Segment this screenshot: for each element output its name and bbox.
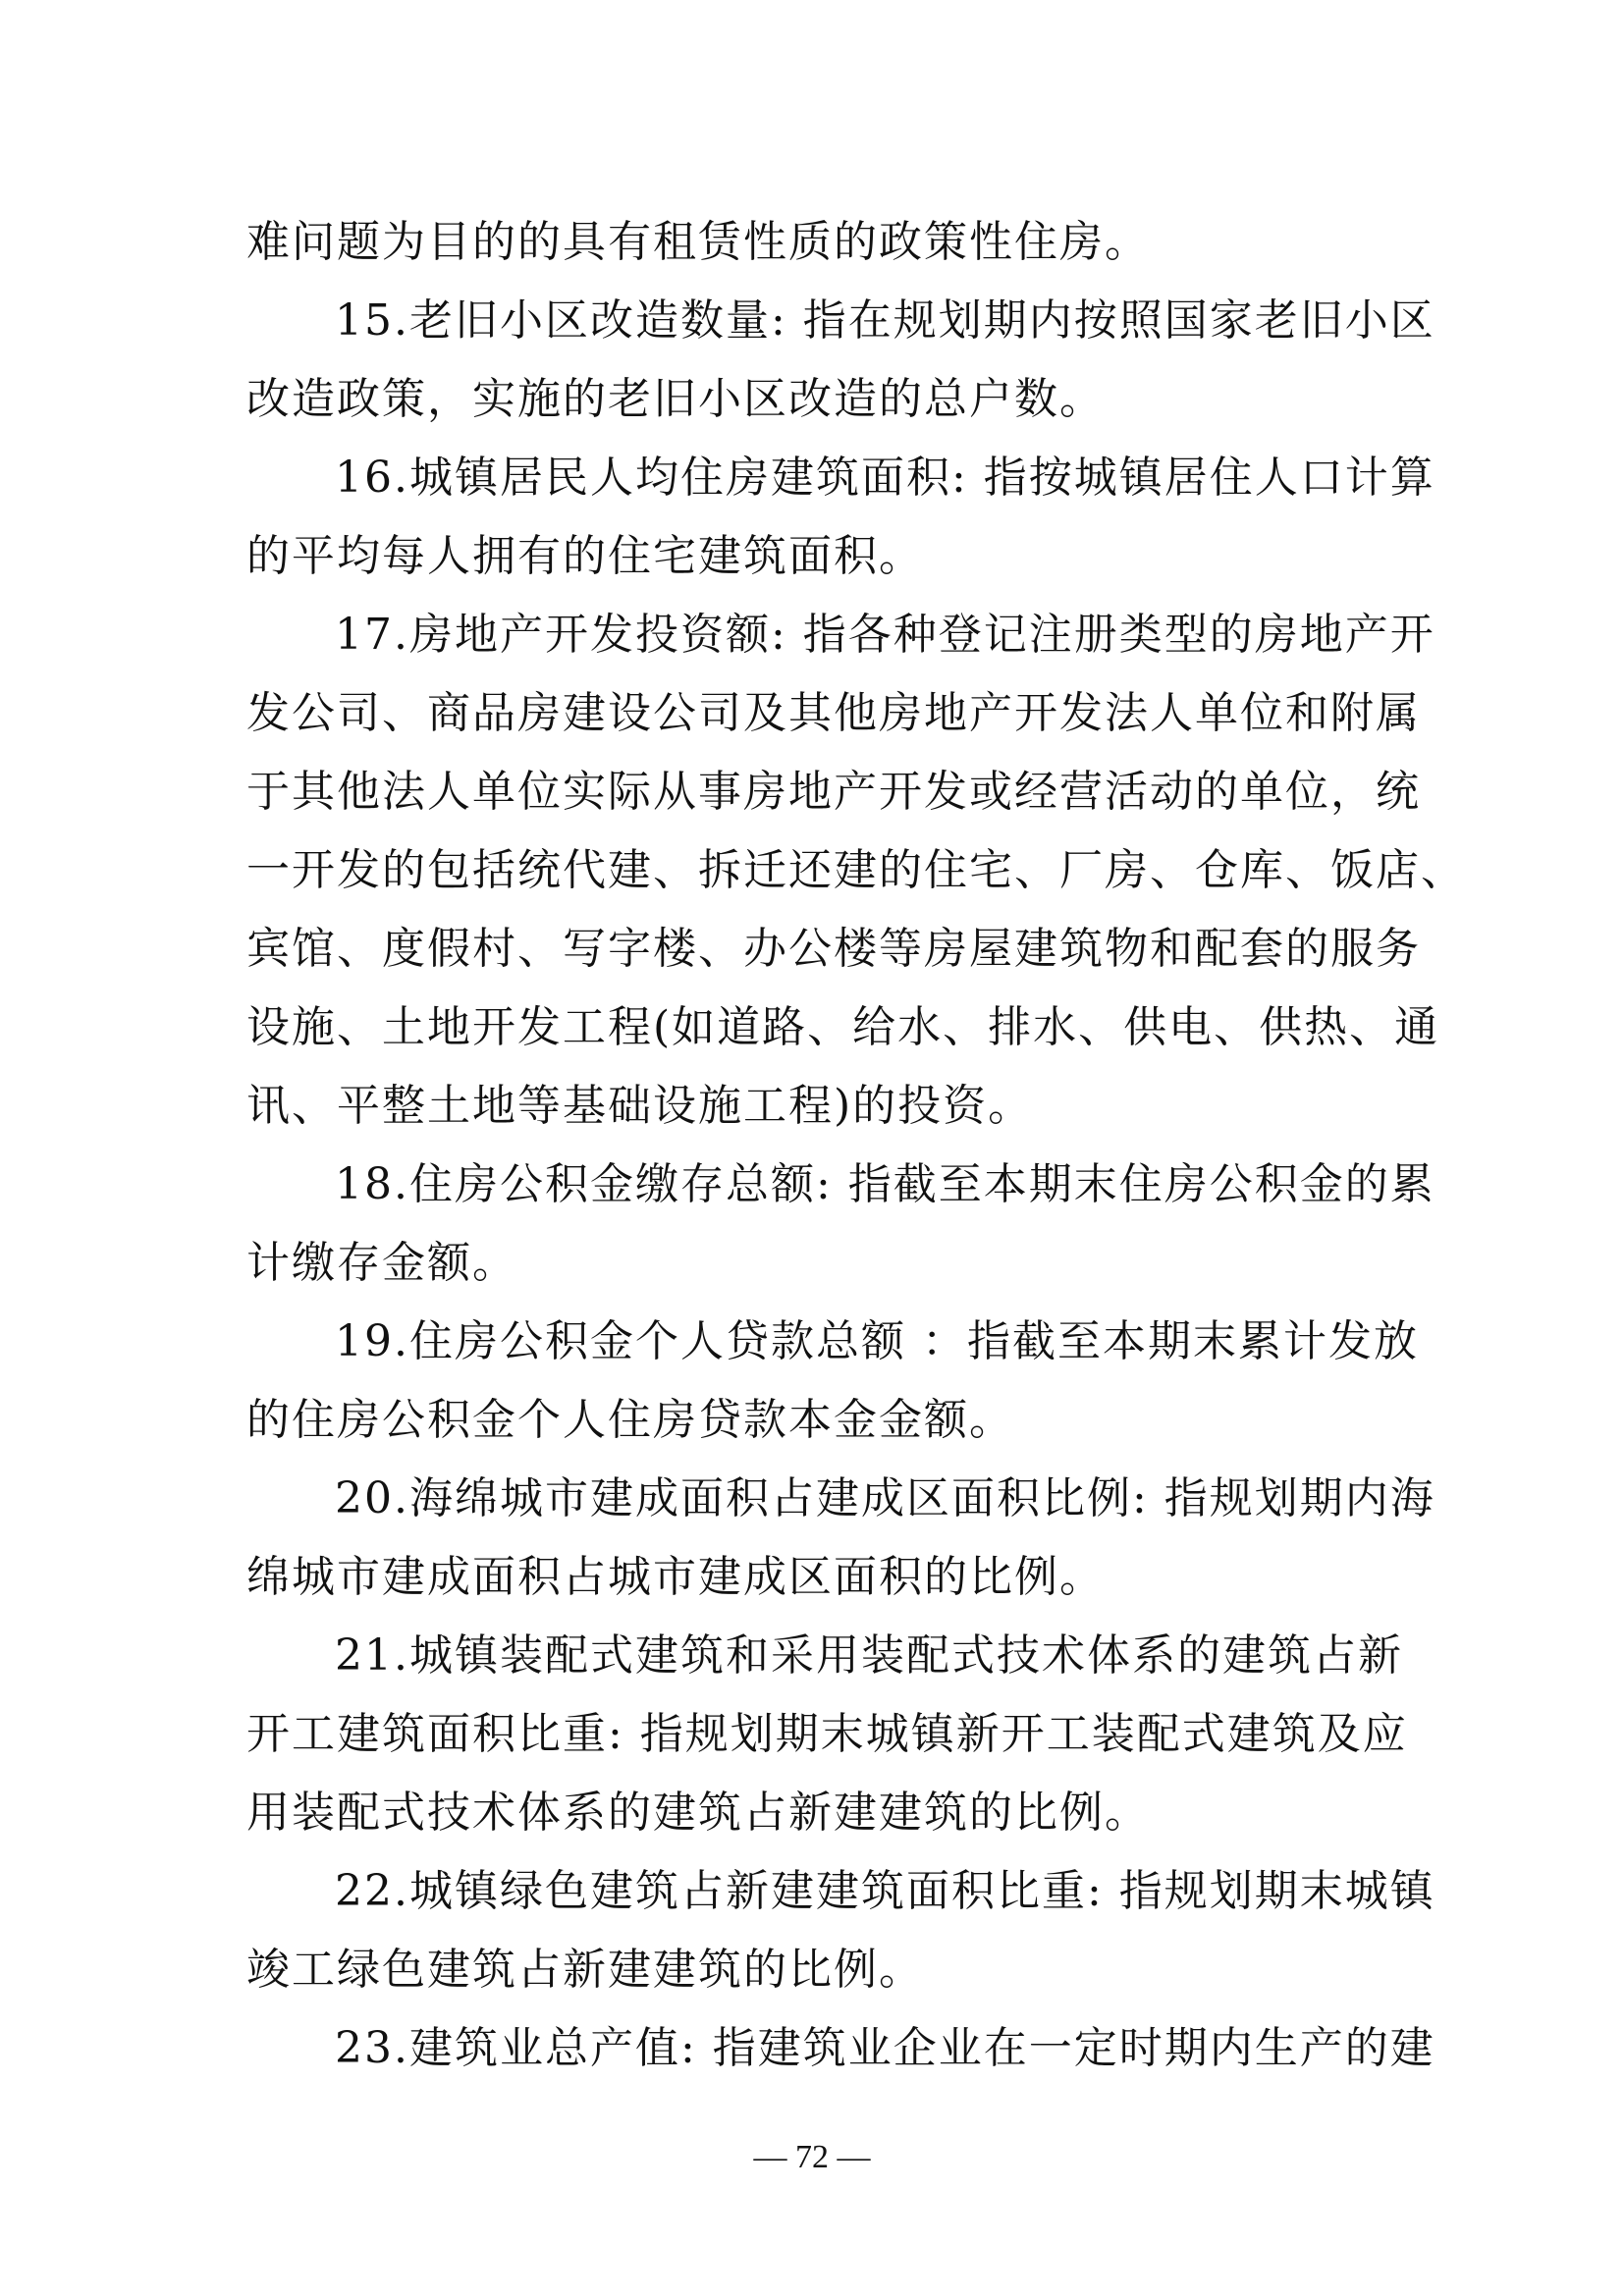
- text-line: 于其他法人单位实际从事房地产开发或经营活动的单位，统: [246, 767, 1421, 817]
- text-line: 难问题为目的的具有租赁性质的政策性住房。: [246, 217, 1150, 267]
- paragraph-16-first-line: 16.城镇居民人均住房建筑面积: 指按城镇居住人口计算: [335, 453, 1435, 503]
- paragraph-20-first-line: 20.海绵城市建成面积占建成区面积比例: 指规划期内海: [335, 1473, 1435, 1523]
- text-line: 一开发的包括统代建、拆迁还建的住宅、厂房、仓库、饭店、: [246, 845, 1466, 895]
- text-line: 开工建筑面积比重: 指规划期末城镇新开工装配式建筑及应: [246, 1709, 1408, 1759]
- text-line: 竣工绿色建筑占新建建筑的比例。: [246, 1945, 924, 1995]
- text-line: 的平均每人拥有的住宅建筑面积。: [246, 531, 924, 581]
- text-line: 用装配式技术体系的建筑占新建建筑的比例。: [246, 1788, 1150, 1838]
- text-line: 宾馆、度假村、写字楼、办公楼等房屋建筑物和配套的服务: [246, 924, 1421, 974]
- text-line: 计缴存金额。: [246, 1238, 517, 1288]
- page-number: — 72 —: [753, 2139, 871, 2175]
- paragraph-19-first-line: 19.住房公积金个人贷款总额 ：指截至本期末累计发放: [335, 1316, 1419, 1366]
- text-line: 讯、平整土地等基础设施工程)的投资。: [246, 1081, 1034, 1131]
- paragraph-22-first-line: 22.城镇绿色建筑占新建建筑面积比重: 指规划期末城镇: [335, 1866, 1435, 1916]
- text-line: 绵城市建成面积占城市建成区面积的比例。: [246, 1552, 1105, 1602]
- paragraph-15-first-line: 15.老旧小区改造数量: 指在规划期内按照国家老旧小区: [335, 295, 1435, 346]
- text-line: 改造政策，实施的老旧小区改造的总户数。: [246, 374, 1105, 424]
- paragraph-21-first-line: 21.城镇装配式建筑和采用装配式技术体系的建筑占新: [335, 1630, 1403, 1681]
- text-line: 的住房公积金个人住房贷款本金金额。: [246, 1395, 1014, 1445]
- paragraph-23-first-line: 23.建筑业总产值: 指建筑业企业在一定时期内生产的建: [335, 2023, 1435, 2073]
- paragraph-18-first-line: 18.住房公积金缴存总额: 指截至本期末住房公积金的累: [335, 1159, 1435, 1209]
- paragraph-17-first-line: 17.房地产开发投资额: 指各种登记注册类型的房地产开: [335, 610, 1435, 660]
- text-line: 发公司、商品房建设公司及其他房地产开发法人单位和附属: [246, 688, 1421, 738]
- text-line: 设施、土地开发工程(如道路、给水、排水、供电、供热、通: [246, 1002, 1440, 1052]
